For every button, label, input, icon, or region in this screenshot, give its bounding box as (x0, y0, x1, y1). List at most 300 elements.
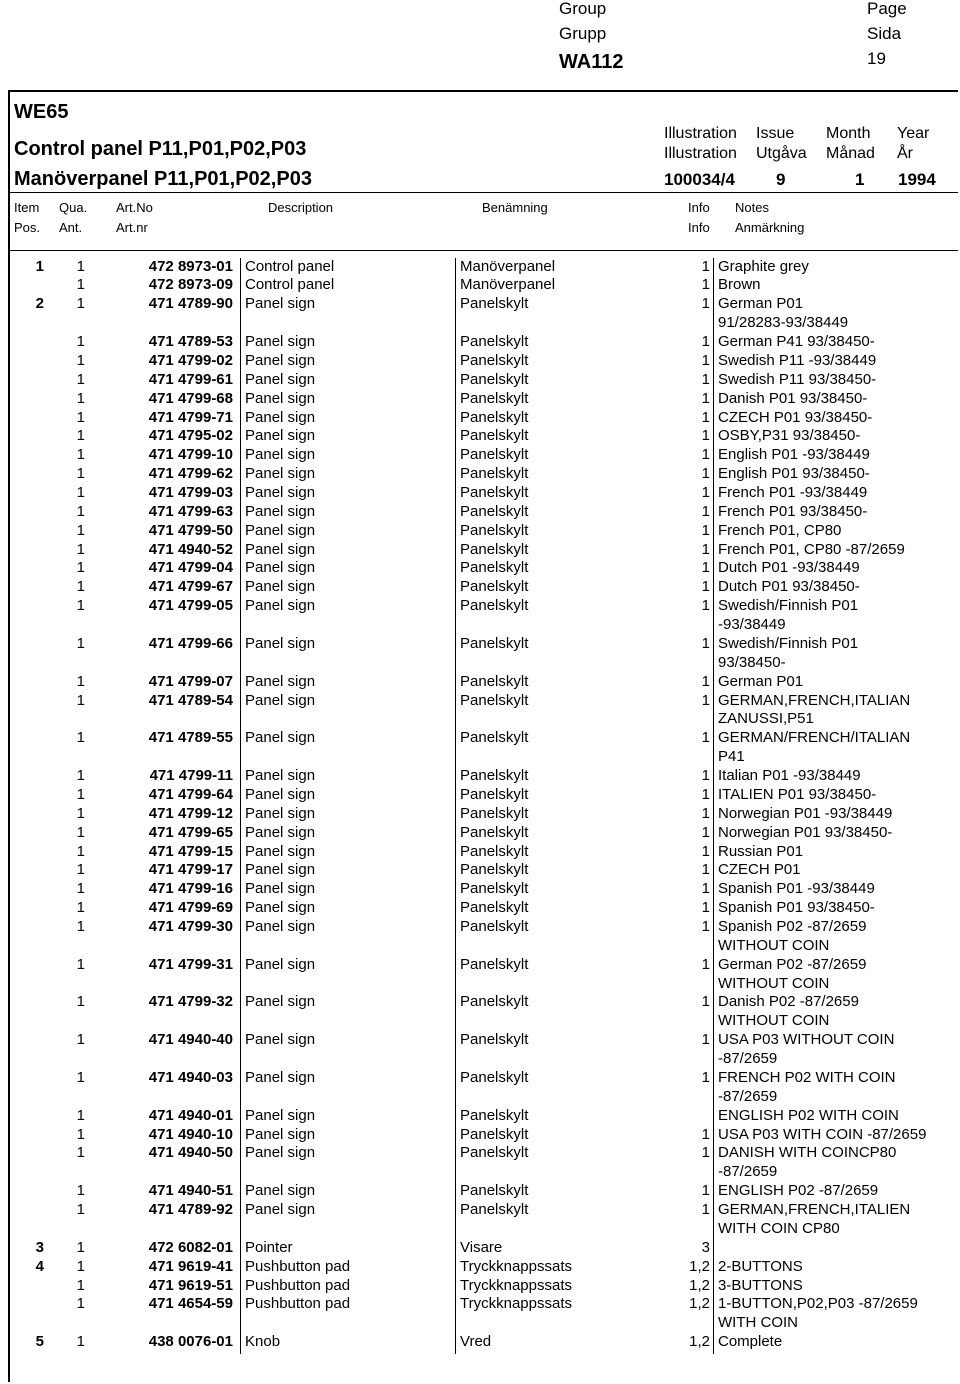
item-benamning: Panelskylt (460, 1106, 529, 1124)
item-qty: 1 (76, 1182, 85, 1200)
item-notes: -93/38449 (718, 616, 786, 633)
item-qty: 1 (76, 767, 85, 784)
item-notes: CZECH P01 93/38450- (718, 408, 873, 426)
item-benamning: Panelskylt (460, 521, 529, 539)
item-benamning: Panelskylt (460, 842, 529, 860)
item-benamning: Panelskylt (460, 351, 529, 369)
item-art-no: 471 4799-17 (148, 861, 233, 879)
item-info: 1,2 (689, 1257, 710, 1275)
item-info: 1 (701, 446, 710, 464)
item-description: Panel sign (245, 597, 316, 615)
item-notes: ENGLISH P02 WITH COIN (718, 1106, 899, 1124)
sida-label: Sida (867, 24, 902, 43)
item-art-no: 472 8973-01 (148, 257, 233, 275)
item-info: 1 (701, 559, 710, 577)
table-row (0, 1201, 960, 1220)
table-row (0, 975, 960, 994)
item-art-no: 471 4799-50 (148, 521, 233, 539)
item-qty: 1 (76, 899, 85, 917)
item-description: Panel sign (245, 446, 316, 464)
table-row (0, 710, 960, 729)
table-row (0, 786, 960, 805)
item-art-no: 471 4799-10 (148, 446, 233, 464)
table-row (0, 1333, 960, 1352)
item-description: Panel sign (245, 333, 316, 350)
item-benamning: Panelskylt (460, 1068, 529, 1086)
item-info: 1 (701, 1031, 710, 1049)
item-art-no: 471 4789-55 (148, 729, 233, 747)
item-benamning: Panelskylt (460, 597, 529, 615)
item-benamning: Panelskylt (460, 804, 529, 822)
item-pos: 5 (35, 1333, 44, 1351)
item-info: 1 (701, 672, 710, 690)
item-qty: 1 (76, 1295, 85, 1313)
item-info: 1 (701, 578, 710, 596)
item-description: Panel sign (245, 823, 316, 841)
table-row (0, 692, 960, 711)
item-qty: 1 (76, 257, 85, 275)
table-row (0, 446, 960, 465)
item-notes: DANISH WITH COINCP80 (718, 1144, 897, 1162)
item-benamning: Panelskylt (460, 691, 529, 709)
item-notes: WITH COIN CP80 (718, 1219, 840, 1237)
item-qty: 1 (76, 559, 85, 577)
item-qty: 1 (76, 955, 85, 973)
item-notes: Norwegian P01 93/38450- (718, 823, 893, 841)
item-art-no: 471 4799-12 (148, 804, 233, 822)
item-art-no: 471 4799-71 (148, 408, 233, 426)
item-qty: 1 (76, 427, 85, 445)
table-row (0, 465, 960, 484)
item-info: 1 (701, 351, 710, 369)
item-qty: 1 (76, 842, 85, 860)
item-qty: 1 (76, 276, 85, 294)
item-pos: 2 (35, 295, 44, 313)
item-qty: 1 (76, 540, 85, 558)
table-row (0, 1031, 960, 1050)
item-notes: 2-BUTTONS (718, 1257, 803, 1275)
item-benamning: Panelskylt (460, 1144, 529, 1162)
col-ant-header: Ant. (59, 220, 83, 235)
item-notes: German P02 -87/2659 (718, 955, 867, 973)
item-info: 1 (701, 691, 710, 709)
item-benamning: Panelskylt (460, 446, 529, 464)
illustration-label-sv: Illustration (664, 145, 737, 162)
item-description: Panel sign (245, 955, 316, 973)
item-qty: 1 (76, 333, 85, 350)
col-artnr-header: Art.nr (116, 220, 148, 235)
item-qty: 1 (76, 1031, 85, 1049)
item-info: 1 (701, 823, 710, 841)
table-row (0, 1314, 960, 1333)
item-art-no: 471 4799-63 (148, 502, 233, 520)
table-row (0, 1239, 960, 1258)
item-notes: GERMAN,FRENCH,ITALIEN (718, 1201, 911, 1218)
column-header-bottom-rule (8, 250, 958, 251)
issue-label-sv: Utgåva (756, 145, 807, 162)
item-qty: 1 (76, 370, 85, 388)
item-benamning: Panelskylt (460, 370, 529, 388)
table-row (0, 918, 960, 937)
item-art-no: 471 4654-59 (148, 1295, 233, 1313)
issue-number: 9 (776, 170, 786, 189)
group-value: WA112 (559, 51, 624, 73)
item-benamning: Visare (460, 1238, 503, 1256)
grupp-label: Grupp (559, 24, 607, 43)
table-row (0, 559, 960, 578)
item-description: Panel sign (245, 295, 316, 313)
item-description: Panel sign (245, 1031, 316, 1049)
item-notes: Swedish/Finnish P01 (718, 634, 859, 652)
item-description: Panel sign (245, 1144, 316, 1162)
item-notes: ITALIEN P01 93/38450- (718, 785, 877, 803)
item-qty: 1 (76, 634, 85, 652)
item-notes: WITHOUT COIN (718, 936, 830, 954)
item-art-no: 471 4799-03 (148, 483, 233, 501)
col-description-header: Description (268, 200, 334, 215)
item-notes: WITHOUT COIN (718, 974, 830, 992)
item-benamning: Panelskylt (460, 918, 529, 935)
month-number: 1 (855, 170, 865, 189)
item-art-no: 471 9619-51 (148, 1276, 233, 1294)
item-pos: 4 (35, 1257, 44, 1275)
item-art-no: 471 9619-41 (148, 1257, 233, 1275)
item-notes: 1-BUTTON,P02,P03 -87/2659 (718, 1295, 918, 1313)
item-art-no: 471 4940-52 (148, 540, 233, 558)
table-row (0, 1258, 960, 1277)
item-qty: 1 (76, 465, 85, 483)
item-art-no: 471 4799-15 (148, 842, 233, 860)
item-description: Panel sign (245, 389, 316, 407)
col-info-header-sv: Info (688, 220, 710, 235)
col-qua-header: Qua. (59, 200, 88, 215)
item-notes: USA P03 WITHOUT COIN (718, 1031, 895, 1049)
item-info: 1 (701, 295, 710, 313)
item-description: Panel sign (245, 408, 316, 426)
item-benamning: Panelskylt (460, 955, 529, 973)
item-qty: 1 (76, 483, 85, 501)
item-pos: 3 (35, 1238, 44, 1256)
item-notes: WITH COIN (718, 1314, 798, 1332)
col-pos-header: Pos. (14, 220, 41, 235)
item-qty: 1 (76, 1238, 85, 1256)
item-info: 1,2 (689, 1333, 710, 1351)
item-notes: OSBY,P31 93/38450- (718, 427, 861, 445)
item-info: 1 (701, 1068, 710, 1086)
item-art-no: 471 4940-03 (148, 1068, 233, 1086)
page-number: 19 (867, 49, 886, 68)
item-art-no: 471 4940-10 (148, 1125, 233, 1143)
item-info: 1 (701, 389, 710, 407)
item-info: 1 (701, 1125, 710, 1143)
item-qty: 1 (76, 1106, 85, 1124)
item-info: 1 (701, 918, 710, 935)
item-info: 1 (701, 1201, 710, 1218)
item-benamning: Panelskylt (460, 634, 529, 652)
table-row (0, 1295, 960, 1314)
item-notes: ENGLISH P02 -87/2659 (718, 1182, 879, 1200)
table-row (0, 880, 960, 899)
table-row (0, 484, 960, 503)
item-notes: Spanish P02 -87/2659 (718, 918, 867, 935)
table-row (0, 1277, 960, 1296)
item-info: 1 (701, 333, 710, 350)
item-art-no: 471 4799-65 (148, 823, 233, 841)
year-label: Year (897, 125, 930, 142)
item-description: Panel sign (245, 540, 316, 558)
item-description: Panel sign (245, 880, 316, 898)
item-notes: -87/2659 (718, 1050, 778, 1067)
item-art-no: 471 4799-02 (148, 351, 233, 369)
item-qty: 1 (76, 993, 85, 1011)
item-art-no: 471 4799-67 (148, 578, 233, 596)
item-notes: GERMAN,FRENCH,ITALIAN (718, 691, 911, 709)
item-description: Panel sign (245, 767, 316, 784)
item-notes: 91/28283-93/38449 (718, 314, 849, 332)
item-notes: Spanish P01 -93/38449 (718, 880, 875, 898)
item-notes: Graphite grey (718, 257, 809, 275)
item-benamning: Panelskylt (460, 880, 529, 898)
month-label: Month (826, 125, 871, 142)
item-info: 1 (701, 521, 710, 539)
item-art-no: 471 4799-68 (148, 389, 233, 407)
table-row (0, 314, 960, 333)
item-description: Panel sign (245, 370, 316, 388)
item-benamning: Panelskylt (460, 389, 529, 407)
item-description: Panel sign (245, 351, 316, 369)
item-notes: USA P03 WITH COIN -87/2659 (718, 1125, 927, 1143)
item-description: Panel sign (245, 842, 316, 860)
item-notes: ZANUSSI,P51 (718, 710, 814, 728)
item-qty: 1 (76, 1276, 85, 1294)
item-description: Panel sign (245, 465, 316, 483)
item-art-no: 471 4789-90 (148, 295, 233, 313)
item-info: 1 (701, 276, 710, 294)
table-row (0, 956, 960, 975)
item-info: 1 (701, 408, 710, 426)
item-description: Pointer (245, 1238, 293, 1256)
col-notes-header: Notes (735, 200, 769, 215)
item-info: 3 (701, 1238, 710, 1256)
title-bottom-rule (8, 192, 958, 193)
item-description: Panel sign (245, 1125, 316, 1143)
table-row (0, 1126, 960, 1145)
col-info-header: Info (688, 200, 710, 215)
item-info: 1 (701, 483, 710, 501)
table-row (0, 748, 960, 767)
item-qty: 1 (76, 521, 85, 539)
table-row (0, 333, 960, 352)
item-art-no: 471 4799-66 (148, 634, 233, 652)
item-notes: Russian P01 (718, 842, 804, 860)
page-title-swedish: Manöverpanel P11,P01,P02,P03 (14, 168, 312, 190)
item-notes: Spanish P01 93/38450- (718, 899, 875, 917)
group-label: Group (559, 0, 607, 18)
item-benamning: Panelskylt (460, 578, 529, 596)
table-row (0, 390, 960, 409)
item-qty: 1 (76, 672, 85, 690)
item-benamning: Panelskylt (460, 1182, 529, 1200)
table-row (0, 578, 960, 597)
item-description: Panel sign (245, 1068, 316, 1086)
item-benamning: Panelskylt (460, 823, 529, 841)
illustration-label: Illustration (664, 125, 737, 142)
item-description: Pushbutton pad (245, 1295, 351, 1313)
item-benamning: Panelskylt (460, 1201, 529, 1218)
item-art-no: 471 4799-61 (148, 370, 233, 388)
item-description: Panel sign (245, 634, 316, 652)
item-qty: 1 (76, 446, 85, 464)
item-art-no: 471 4799-04 (148, 559, 233, 577)
item-info: 1 (701, 1182, 710, 1200)
item-qty: 1 (76, 578, 85, 596)
table-row (0, 1050, 960, 1069)
page-title: Control panel P11,P01,P02,P03 (14, 138, 307, 160)
item-art-no: 471 4789-92 (148, 1201, 233, 1218)
section-code: WE65 (14, 101, 69, 123)
illustration-number: 100034/4 (664, 170, 735, 189)
item-qty: 1 (76, 691, 85, 709)
year-number: 1994 (898, 170, 936, 189)
table-row (0, 616, 960, 635)
item-art-no: 471 4799-16 (148, 880, 233, 898)
item-benamning: Panelskylt (460, 993, 529, 1011)
item-notes: English P01 -93/38449 (718, 446, 870, 464)
table-row (0, 541, 960, 560)
item-description: Pushbutton pad (245, 1257, 351, 1275)
item-description: Panel sign (245, 521, 316, 539)
table-row (0, 503, 960, 522)
item-info: 1 (701, 899, 710, 917)
item-benamning: Manöverpanel (460, 257, 556, 275)
item-notes: Danish P02 -87/2659 (718, 993, 859, 1011)
item-description: Knob (245, 1333, 281, 1351)
table-row (0, 258, 960, 277)
item-info: 1 (701, 427, 710, 445)
item-notes: 93/38450- (718, 653, 786, 671)
table-row (0, 427, 960, 446)
item-description: Panel sign (245, 785, 316, 803)
item-description: Panel sign (245, 729, 316, 747)
table-row (0, 635, 960, 654)
item-benamning: Panelskylt (460, 427, 529, 445)
item-notes: -87/2659 (718, 1087, 778, 1105)
table-row (0, 1012, 960, 1031)
item-benamning: Panelskylt (460, 861, 529, 879)
item-benamning: Panelskylt (460, 767, 529, 784)
item-description: Panel sign (245, 502, 316, 520)
item-art-no: 438 0076-01 (148, 1333, 233, 1351)
item-notes: -87/2659 (718, 1163, 778, 1181)
item-qty: 1 (76, 502, 85, 520)
table-row (0, 409, 960, 428)
item-notes: Dutch P01 -93/38449 (718, 559, 860, 577)
item-notes: German P01 (718, 295, 804, 313)
table-row (0, 1069, 960, 1088)
item-art-no: 471 4789-54 (148, 691, 233, 709)
item-benamning: Panelskylt (460, 559, 529, 577)
item-art-no: 471 4799-11 (149, 767, 233, 784)
table-row (0, 899, 960, 918)
header-top-rule (8, 90, 958, 92)
item-description: Panel sign (245, 672, 316, 690)
item-notes: German P41 93/38450- (718, 333, 875, 350)
item-info: 1 (701, 465, 710, 483)
item-art-no: 471 4940-40 (148, 1031, 233, 1049)
item-benamning: Panelskylt (460, 502, 529, 520)
page-label: Page (867, 0, 907, 18)
item-pos: 1 (35, 257, 44, 275)
table-row (0, 654, 960, 673)
item-benamning: Panelskylt (460, 1125, 529, 1143)
item-description: Panel sign (245, 804, 316, 822)
item-notes: Italian P01 -93/38449 (718, 767, 861, 784)
table-row (0, 843, 960, 862)
item-art-no: 472 8973-09 (148, 276, 233, 294)
item-art-no: 471 4799-31 (148, 955, 233, 973)
table-row (0, 1088, 960, 1107)
table-row (0, 824, 960, 843)
table-row (0, 673, 960, 692)
item-notes: French P01, CP80 (718, 521, 842, 539)
item-qty: 1 (76, 389, 85, 407)
item-notes: P41 (718, 748, 745, 766)
item-art-no: 471 4799-62 (148, 465, 233, 483)
item-info: 1 (701, 540, 710, 558)
table-row (0, 993, 960, 1012)
item-art-no: 471 4799-05 (148, 597, 233, 615)
table-row (0, 352, 960, 371)
item-qty: 1 (76, 408, 85, 426)
item-art-no: 471 4799-07 (148, 672, 233, 690)
table-row (0, 522, 960, 541)
item-description: Control panel (245, 276, 335, 294)
item-info: 1 (701, 370, 710, 388)
item-notes: Dutch P01 93/38450- (718, 578, 860, 596)
month-label-sv: Månad (826, 145, 875, 162)
item-qty: 1 (76, 918, 85, 935)
item-art-no: 471 4789-53 (148, 333, 233, 350)
item-notes: Swedish/Finnish P01 (718, 597, 859, 615)
item-description: Panel sign (245, 427, 316, 445)
col-item-header: Item (14, 200, 40, 215)
table-row (0, 371, 960, 390)
item-notes: FRENCH P02 WITH COIN (718, 1068, 896, 1086)
item-benamning: Panelskylt (460, 672, 529, 690)
item-qty: 1 (76, 1201, 85, 1218)
table-row (0, 1107, 960, 1126)
item-notes: Swedish P11 -93/38449 (718, 351, 877, 369)
item-info: 1 (701, 634, 710, 652)
table-row (0, 767, 960, 786)
item-qty: 1 (76, 880, 85, 898)
item-info: 1 (701, 1144, 710, 1162)
table-row (0, 937, 960, 956)
item-benamning: Tryckknappssats (460, 1257, 572, 1275)
item-benamning: Panelskylt (460, 729, 529, 747)
item-notes: English P01 93/38450- (718, 465, 870, 483)
item-notes: Complete (718, 1333, 783, 1351)
item-notes: Brown (718, 276, 761, 294)
item-art-no: 471 4799-64 (148, 785, 233, 803)
item-description: Panel sign (245, 861, 316, 879)
item-description: Control panel (245, 257, 335, 275)
item-notes: Norwegian P01 -93/38449 (718, 804, 893, 822)
item-notes: French P01 -93/38449 (718, 483, 868, 501)
item-description: Panel sign (245, 578, 316, 596)
item-notes: French P01 93/38450- (718, 502, 868, 520)
item-notes: GERMAN/FRENCH/ITALIAN (718, 729, 911, 747)
